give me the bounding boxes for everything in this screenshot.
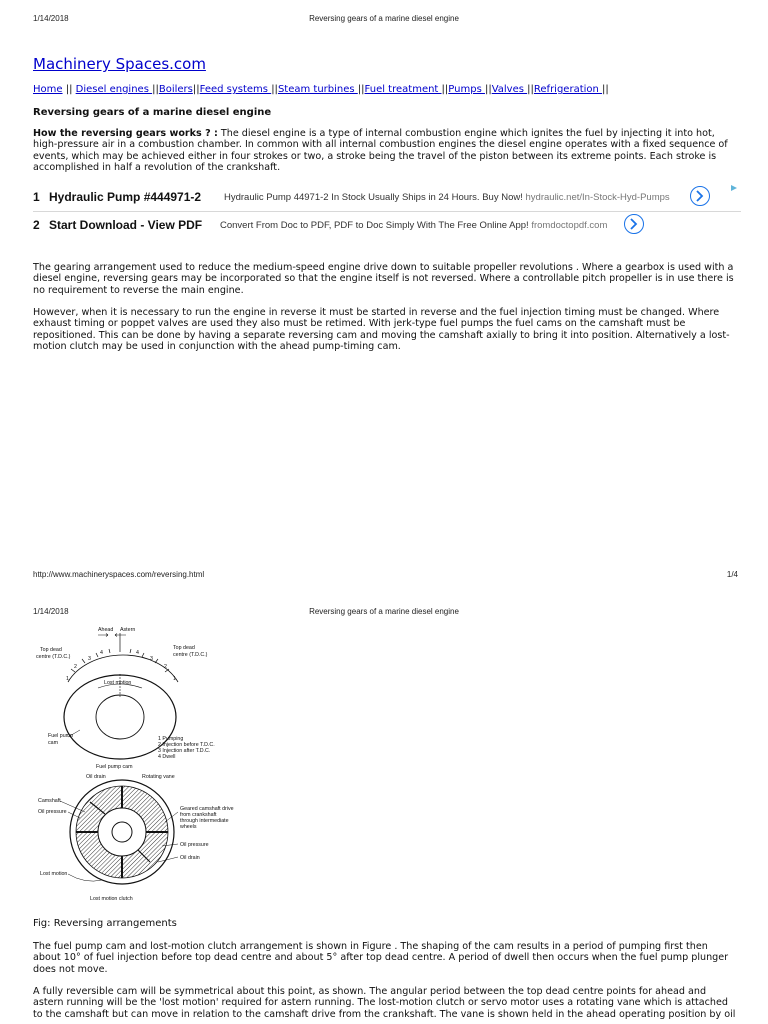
nav-refrigeration[interactable]: Refrigeration	[533, 84, 603, 95]
label-oil-pressure-right: Oil pressure	[180, 842, 209, 848]
nav-steam-turbines[interactable]: Steam turbines	[277, 84, 358, 95]
paragraph-reverse: However, when it is necessary to run the engine in reverse it must be started in reverse and the fuel injection timing must be changed. Where exhaust timing or poppet valves are used they also must be retimed. With jerk-type fuel pumps the fuel cams on the camshaft must be repositioned. This can be done by having a separate reversing cam and moving the camshaft axially to bring it into position. Alternatively a lost-motion clutch may be used in conjunction with the ahead pump-timing cam.	[33, 307, 730, 352]
nav-boilers[interactable]: Boilers	[158, 84, 193, 95]
paragraph-reversible-cam: A fully reversible cam will be symmetrical about this point, as shown. The angular period between the top dead centre points for ahead and astern running will be the 'lost motion' required for astern running. The lost-motion clutch or servo motor uses a rotating vane which is attached to the camshaft but can move in relation to the camshaft drive from the crankshaft. The vane is shown held in the ahead operating position by oil	[33, 986, 736, 1020]
page2-header-date: 1/14/2018	[33, 607, 69, 616]
ad-url: hydraulic.net/In-Stock-Hyd-Pumps	[525, 192, 670, 203]
label-tdc-left-1: Top dead	[40, 647, 62, 653]
page2-header-title: Reversing gears of a marine diesel engine	[309, 607, 459, 616]
label-geared-drive-1: Geared camshaft drive	[180, 806, 234, 812]
ad-arrow-button[interactable]	[624, 214, 644, 234]
page1-footer-page: 1/4	[726, 570, 738, 579]
nav-fuel-treatment[interactable]: Fuel treatment	[364, 84, 442, 95]
label-geared-drive-2: from crankshaft	[180, 812, 217, 818]
label-lost-motion: Lost motion	[104, 680, 132, 686]
page1-header-date: 1/14/2018	[33, 14, 69, 23]
page1-header-title: Reversing gears of a marine diesel engine	[309, 14, 459, 23]
ad-title[interactable]: Start Download - View PDF	[49, 218, 203, 232]
chevron-right-icon	[695, 190, 705, 202]
paragraph-fuel-pump-cam: The fuel pump cam and lost-motion clutch arrangement is shown in Figure . The shaping of the cam results in a period of pumping first then about 10° of fuel injection before top dead centre and about 5° after top dead centre. A period of dwell then occurs when the fuel pump plunger does not move.	[33, 941, 729, 975]
nav-pumps[interactable]: Pumps	[448, 84, 485, 95]
page1-footer-url: http://www.machineryspaces.com/reversing.html	[33, 570, 205, 579]
label-tdc-right-2: centre (T.D.C.)	[173, 652, 208, 658]
legend-2: 2 Injection before T.D.C.	[158, 742, 215, 748]
label-geared-drive-4: wheels	[180, 824, 197, 830]
nav-feed-systems[interactable]: Feed systems	[199, 84, 272, 95]
label-oil-pressure-left: Oil pressure	[38, 809, 67, 815]
ad-row-2[interactable]	[33, 214, 741, 238]
label-geared-drive-3: through intermediate	[180, 818, 229, 824]
paragraph-gearing: The gearing arrangement used to reduce the medium-speed engine drive down to suitable propeller revolutions . Where a gearbox is used with a diesel engine, reversing gears may be incorporated so that the engine itself is not reversed. Where a controllable pitch propeller is in use there is no requirement to reverse the main engine.	[33, 262, 734, 296]
ad-number: 2	[33, 218, 40, 232]
nav-valves[interactable]: Valves	[491, 84, 528, 95]
ad-title[interactable]: Hydraulic Pump #444971-2	[49, 190, 202, 204]
label-lost-motion-clutch: Lost motion clutch	[90, 896, 133, 902]
ad-row-1[interactable]	[33, 186, 741, 210]
svg-text:1: 1	[66, 676, 69, 682]
legend-3: 3 Injection after T.D.C.	[158, 748, 211, 754]
legend-4: 4 Dwell	[158, 754, 176, 760]
label-fuel-pump-cam-2: cam	[48, 740, 59, 746]
reversing-arrangements-figure	[30, 622, 280, 907]
label-tdc-left-2: centre (T.D.C.)	[36, 654, 71, 660]
svg-text:3: 3	[88, 656, 91, 662]
label-oil-drain-bottom: Oil drain	[180, 855, 200, 861]
label-camshaft: Camshaft	[38, 798, 61, 804]
label-oil-drain-top: Oil drain	[86, 774, 106, 780]
ad-divider	[33, 211, 741, 212]
label-fuel-pump-cam-1: Fuel pump	[48, 733, 74, 739]
intro-text: The diesel engine is a type of internal combustion engine which ignites the fuel by injecting it into hot, high-pressure air in a combustion chamber. In common with all internal combustion engines the diesel engine operates with a fixed sequence of events, which may be achieved either in four strokes or two, a stroke being the travel of the piston between its extreme points. Each stroke is accomplished in half a revolution of the crankshaft.	[33, 128, 728, 173]
svg-text:3: 3	[150, 656, 153, 662]
page-heading: Reversing gears of a marine diesel engine	[33, 107, 272, 118]
ad-description: Hydraulic Pump 44971-2 In Stock Usually Ships in 24 Hours. Buy Now! hydraulic.net/In-Stock-Hyd-Pumps	[224, 192, 670, 203]
ad-url: fromdoctopdf.com	[531, 220, 608, 231]
ad-number: 1	[33, 190, 40, 204]
label-tdc-right-1: Top dead	[173, 645, 195, 651]
intro-paragraph	[33, 128, 738, 173]
label-rotating-vane: Rotating vane	[142, 774, 175, 780]
nav-home[interactable]: Home	[33, 84, 63, 95]
svg-text:2: 2	[74, 664, 77, 670]
ad-arrow-button[interactable]	[690, 186, 710, 206]
ad-description: Convert From Doc to PDF, PDF to Doc Simply With The Free Online App! fromdoctopdf.com	[220, 220, 608, 231]
legend-1: 1 Pumping	[158, 736, 184, 742]
label-astern: Astern	[120, 627, 136, 633]
svg-text:2: 2	[164, 664, 167, 670]
label-fuel-pump-cam: Fuel pump cam	[96, 764, 133, 770]
chevron-right-icon	[629, 218, 639, 230]
nav-diesel-engines[interactable]: Diesel engines	[75, 84, 153, 95]
site-title-link[interactable]: Machinery Spaces.com	[33, 55, 206, 73]
svg-text:1: 1	[173, 676, 176, 682]
intro-bold: How the reversing gears works ? :	[33, 128, 218, 139]
svg-text:4: 4	[136, 650, 139, 656]
nav-bar: Home || Diesel engines ||Boilers||Feed systems ||Steam turbines ||Fuel treatment ||Pumps ||Valves ||Refrigeration ||	[33, 84, 609, 95]
label-lost-motion-bottom: Lost motion	[40, 871, 68, 877]
svg-text:4: 4	[100, 650, 103, 656]
label-ahead: Ahead	[98, 627, 114, 633]
figure-caption: Fig: Reversing arrangements	[33, 918, 177, 929]
